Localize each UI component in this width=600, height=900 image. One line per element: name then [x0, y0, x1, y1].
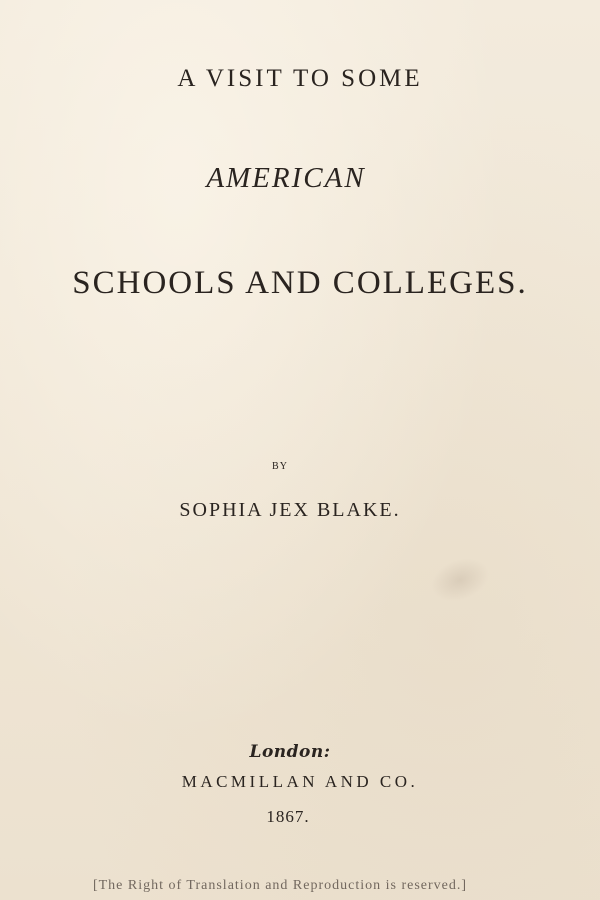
publication-place: London: [249, 742, 331, 762]
publication-year: 1867. [266, 807, 310, 826]
author-name: SOPHIA JEX BLAKE. [179, 499, 401, 521]
title-line-2: AMERICAN [206, 162, 366, 194]
by-line: BY [272, 461, 288, 472]
title-line-1: A VISIT TO SOME [177, 65, 423, 92]
publisher-name: MACMILLAN AND CO. [181, 772, 419, 791]
rights-notice: [The Right of Translation and Reproduction is reserved.] [92, 878, 468, 893]
title-line-3: SCHOOLS AND COLLEGES. [72, 265, 528, 301]
paper-smudge [425, 551, 495, 609]
